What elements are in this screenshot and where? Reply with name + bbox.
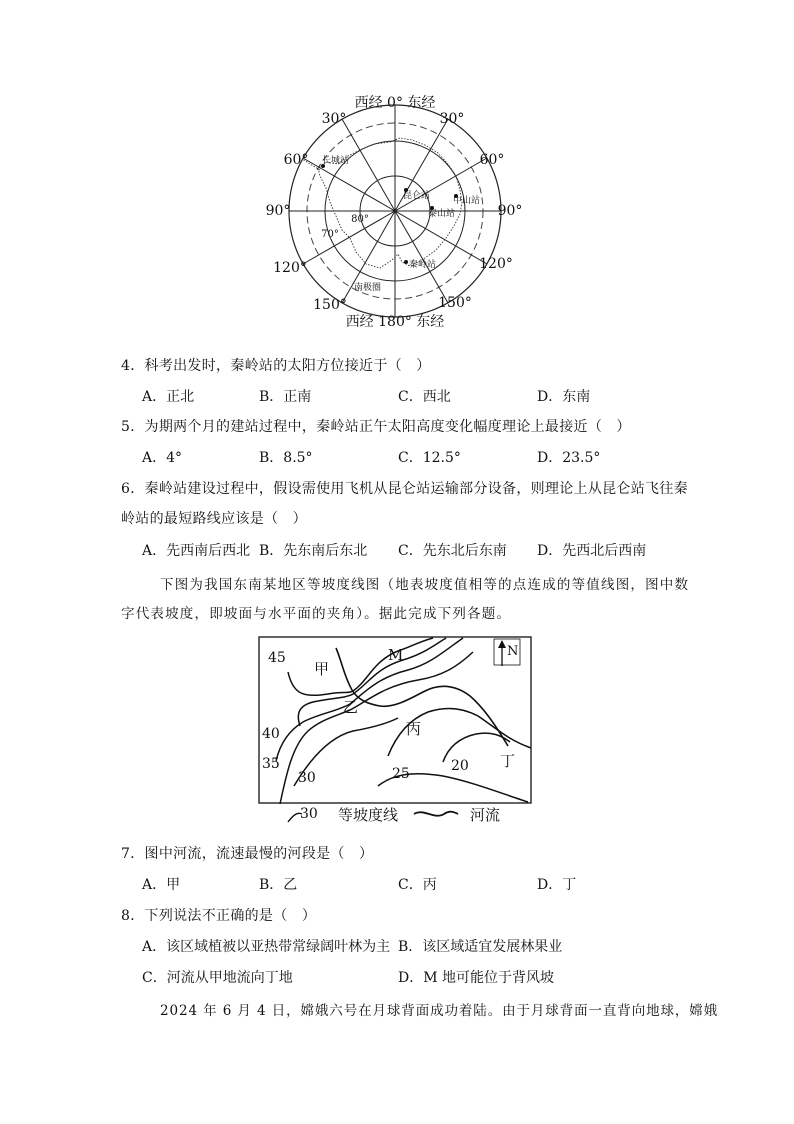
q4-option-c: C．西北 [398,389,451,405]
isoline-35-label: 35 [262,756,280,772]
q7-option-d: D．丁 [537,877,577,893]
question-5-number: 5． [121,419,145,435]
question-6-continued: 岭站的最短路线应该是（ ） [121,511,307,527]
lon30-right-label: 30° [439,111,465,127]
q6-option-c: C．先东北后东南 [398,543,507,559]
lon120-left-label: 120° [273,260,307,276]
q5-option-c: C．12.5° [398,450,461,466]
question-6 [121,478,688,498]
lon30-left-label: 30° [321,111,347,127]
question-6-number: 6． [121,481,145,497]
legend-sample-value: 30 [300,806,318,822]
point-jia-label: 甲 [314,660,330,678]
isoline-25-label: 25 [392,766,410,782]
question-7 [121,843,373,863]
map-legend [288,806,500,824]
antarctic-polar-map [265,90,523,335]
north-label: N [507,644,519,659]
lon150-right-label: 150° [438,295,472,311]
river-line [336,648,508,746]
changcheng-label: 长城站 [322,156,350,166]
q7-option-a: A．甲 [142,877,181,893]
question-4 [121,355,431,375]
question-5 [121,416,631,436]
point-ding-label: 丁 [500,752,516,770]
lon60-left-label: 60° [283,152,309,168]
question-8-text: 下列说法不正确的是（ ） [144,908,317,924]
lon90-right-label: 90° [497,203,523,219]
q8-option-c: C．河流从甲地流向丁地 [142,970,293,986]
antarctic-circle-label: 南极圈 [354,283,382,293]
question-7-text: 图中河流，流速最慢的河段是（ ） [144,846,374,862]
zhongshan-label: 中山站 [453,196,481,206]
q4-option-a: A．正北 [142,389,195,405]
slope-intro-line1: 下图为我国东南某地区等坡度线图（地表坡度值相等的点连成的等值线图，图中数 [160,577,690,593]
antarctic-map-svg [265,90,523,335]
map-bottom-label: 西经 180° 东经 [345,314,445,330]
legend-river-sample [414,812,458,816]
q6-option-d: D．先西北后西南 [537,543,647,559]
isoline-45-label: 45 [268,650,286,666]
q5-option-d: D．23.5° [537,450,601,466]
q8-option-b: B．该区域适宜发展林果业 [398,939,563,955]
point-m-label: M [388,646,404,664]
isoline-30-label: 30 [298,770,316,786]
chang-e-6-passage: 2024 年 6 月 4 日，嫦娥六号在月球背面成功着陆。由于月球背面一直背向地球，嫦娥 [160,1003,719,1019]
q5-option-b: B．8.5° [259,450,313,466]
lat70-label: 70° [321,229,339,240]
slope-map-svg [258,636,534,830]
q7-option-b: B．乙 [259,877,298,893]
isoline-40-label: 40 [262,726,280,742]
lon120-right-label: 120° [479,256,513,272]
slope-intro-line2: 字代表坡度，即坡面与水平面的夹角）。据此完成下列各题。 [121,606,512,622]
q6-option-b: B．先东南后东北 [259,543,368,559]
q4-option-d: D．东南 [537,389,591,405]
q5-option-a: A．4° [142,450,183,466]
map-top-label: 西经 0° 东经 [354,95,436,111]
point-yi-label: 乙 [343,698,359,716]
point-bing-label: 丙 [406,720,422,738]
question-7-number: 7． [121,846,145,862]
q6-option-a: A．先西南后西北 [142,543,251,559]
qinling-station-dot [404,260,408,264]
question-4-number: 4． [121,358,145,374]
slope-isoline-map [258,636,534,830]
question-8 [121,905,316,925]
taishan-label: 泰山站 [428,209,456,219]
lat80-label: 80° [351,214,369,225]
question-5-text: 为期两个月的建站过程中，秦岭站正午太阳高度变化幅度理论上最接近（ ） [144,419,631,435]
north-arrow-head [498,640,506,648]
question-8-number: 8． [121,908,145,924]
legend-isoline-text: 等坡度线 [338,806,399,824]
lon150-left-label: 150° [313,297,347,313]
question-4-text: 科考出发时，秦岭站的太阳方位接近于（ ） [144,358,431,374]
q4-option-b: B．正南 [259,389,312,405]
q8-option-a: A．该区域植被以亚热带常绿阔叶林为主 [142,939,391,955]
q7-option-c: C．丙 [398,877,437,893]
lon60-right-label: 60° [479,152,505,168]
legend-river-text: 河流 [470,806,501,824]
q8-option-d: D．M 地可能位于背风坡 [398,970,555,986]
qinling-label: 秦岭站 [409,260,437,270]
lon90-left-label: 90° [265,203,291,219]
kunlun-label: 昆仑站 [403,191,431,201]
question-6-text: 秦岭站建设过程中，假设需使用飞机从昆仑站运输部分设备，则理论上从昆仑站飞往秦 [144,481,688,497]
isoline-20-label: 20 [451,758,469,774]
meridian-lines [289,105,501,317]
